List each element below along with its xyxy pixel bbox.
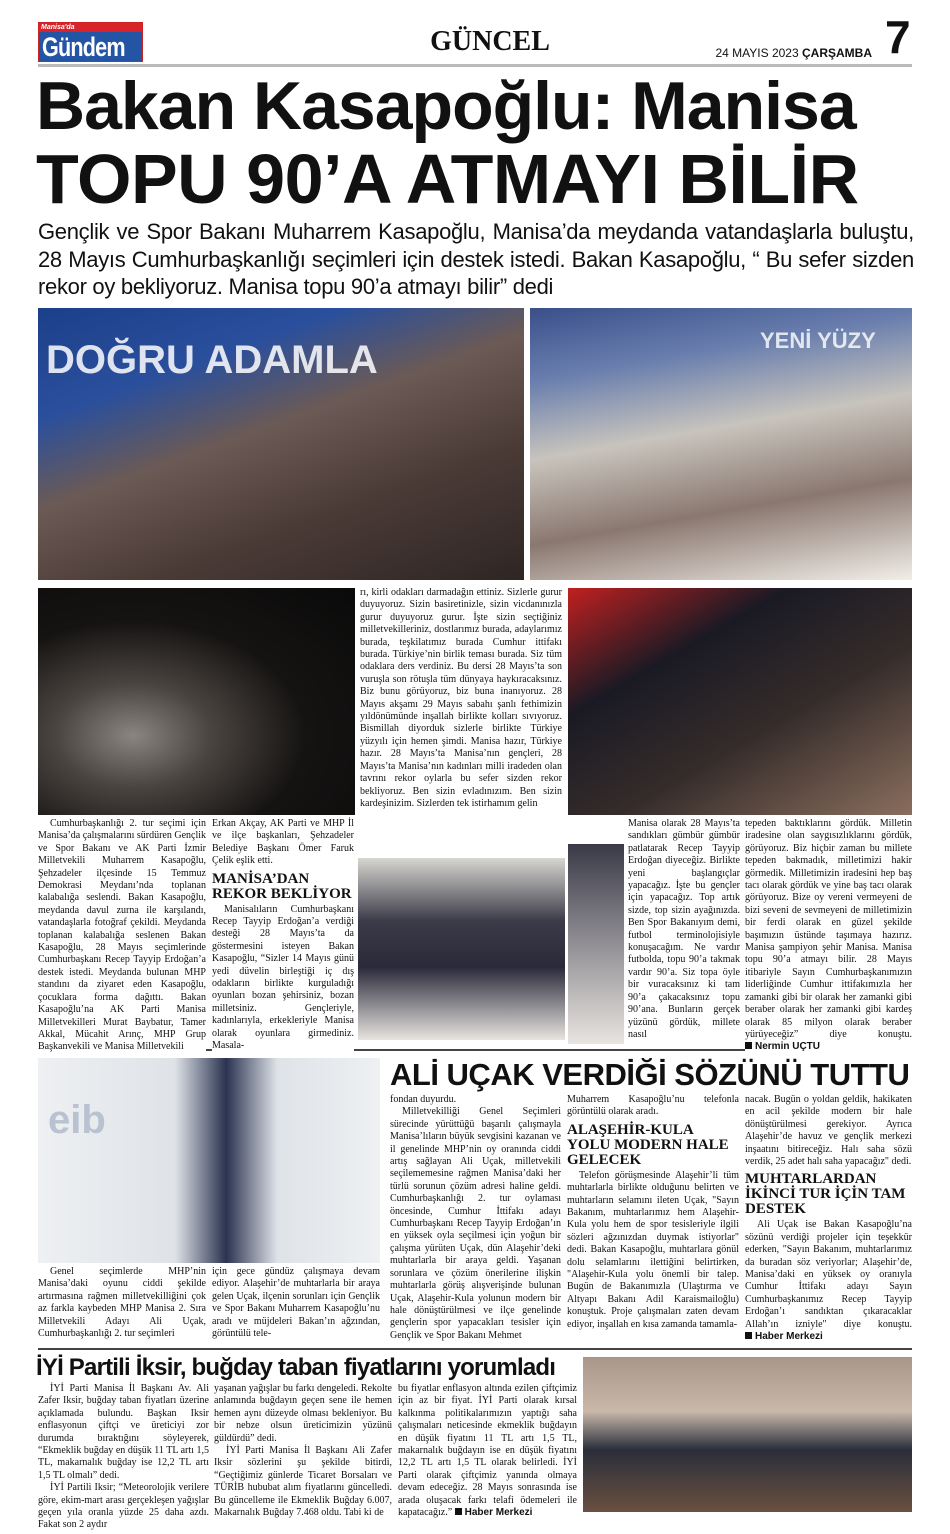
byline: Haber Merkezi [745,1331,823,1342]
story2-column-1 [38,1266,206,1340]
headline-line-1: Bakan Kasapoğlu: Manisa [36,68,856,144]
paragraph: İYİ Partili Iksir; “Meteorolojik verilere göre, ekim-mart arası gerçekleşen yağışlar geçen yıla oranla yüzde 25 daha azdı. Fakat son 2 aydır [38,1482,209,1531]
backdrop-logo: eib [48,1098,106,1142]
paragraph: İYİ Parti Manisa İl Başkanı Ali Zafer Iksir sözlerini şu şekilde bitirdi, “Geçtiğimiz günlerde Ticaret Borsaları ve TÜRİB hububat alım fiyatlarını güncelledi. Bu güncelleme ile Ekmeklik Buğday 6.007, Makarnalık Buğday 7.468 oldu. Tabi ki de [214,1445,392,1519]
paragraph: rı, kirli odakları darmadağın ettiniz. Sizlerle gurur duyuyoruz. Sizin basiretinizle, sizin vicdanınızla gurur duyuyoruz gurur. İşte sizin seçtiğiniz milletvekilleriniz, dostlarımız burada, adaylarımız burada, teşkilatımız burada Cumhur ittifakı burada. Türkiye’nin birlik teması burada. Siz tüm odaklara ders verdiniz. Bu dersi 28 Mayıs’ta son vuruşla son rötuşla tüm dünyaya haykıracaksınız. Biz bunu görüyoruz, biz buna inanıyoruz. 28 Mayıs akşamı 29 Mayıs sabahı şanlı fethimizin yıldönümünde inşallah birlikte kolları sıvıyoruz. Bismillah diyorduk sizlerle birlikte Türkiye yüzyılı için hemen şimdi. Manisa hazır, Türkiye hazır. 28 Mayıs’ta Manisa’nın gençleri, 28 Mayıs’ta Manisa’nın kadınları milli iradeden olan tavrını rekor oylarla bu sefer sizden rekor bekliyoruz. Ben sizin evladınızım. Ben sizin kardeşinizim. Sizlerden tek istirhamım gelin [360,587,562,809]
paragraph: bu fiyatlar enflasyon altında ezilen çiftçimiz için az bir fiyat. İYİ Parti olarak kırsal kalkınma politikalarımızın yaptığı saha çalışmaları neticesinde ekmeklik buğdayın en düşük fiyatını 11 TL artı 1,5 TL, makarnalık buğdayın ise en düşük fiyatını 12,2 TL artı 1,5 TL olarak belirledi. İYİ Parti olarak çiftçimiz yanında olmaya devam edeceğiz. 28 Mayıs sonrasında ise arada oluşacak farkı telafi ödemeleri ile kapatacağız.” [398,1383,577,1519]
subheading: ALAŞEHİR-KULA YOLU MODERN HALE GELECEK [567,1121,729,1168]
story2-column-5 [745,1094,912,1344]
paragraph: Muharrem Kasapoğlu’nu telefonla görüntülü olarak aradı. [567,1094,739,1118]
story1-column-2 [212,818,354,1053]
story3-headline: İYİ Partili İksir, buğday taban fiyatlarını yorumladı [36,1354,556,1381]
photo-ali-ucak [38,1058,380,1263]
subheading: MUHTARLARDAN İKİNCİ TUR İÇİN TAM DESTEK [745,1171,906,1218]
paragraph: nacak. Bugün o yoldan geldik, hakikaten en acil şekilde modern bir hale dönüştürülmesi gerekiyor. Ayrıca Alaşehir’de havuz ve gençlik merkezi inşaatını bitireceğiz. Halı saha sözü verdik, 25 adet halı saha yapacağız" dedi. [745,1094,912,1168]
photo-minister-speaking [38,588,355,815]
photo-banner-text: DOĞRU ADAMLA [46,338,378,382]
photo-rally-crowd [568,588,912,815]
story-deck: Gençlik ve Spor Bakanı Muharrem Kasapoğlu, Manisa’da meydanda vatandaşlarla buluştu, 28 Mayıs Cumhurbaşkanlığı seçimleri için destek istedi. Bakan Kasapoğlu, “ Bu sefer sizden rekor oy bekliyoruz. Manisa topu 90’a atmayı bilir” dedi [38,219,914,299]
paragraph: için gece gündüz çalışmaya devam ediyor. Alaşehir’de muhtarlarla bir araya gelen Uçak, ilçenin sorunları için Gençlik ve Spor Bakanı Muharrem Kasapoğlu’nu aradı ve müjdeleri Bakan’ın ağzından, görüntülü tele- [212,1266,380,1340]
story3-column-1 [38,1383,209,1532]
photo-minister-seated [358,858,565,1040]
story3-column-3 [398,1383,577,1519]
paragraph: Manisa olarak 28 Mayıs’ta sandıkları gümbür gümbür patlatarak Recep Tayyip Erdoğan diyeceğiz. Birlikte yeni başlangıçlar yapacağız. İşte bu gençler için yapacağız. Top artık sizde, top sizin ayağınızda. Ben Spor Bakanıyım demi, futbol terminolojisiyle konuşacağım. Ne vardır futbolda, topu 90’a takmak vardır 90’a. Siz topa öyle bir vuracaksınız ki tam 90’a çakacaksınız topu 90’ana. Bunların gerçek yüzünü gördük, millete nasıl [628,818,740,1040]
byline: Nermin UÇTU [745,1041,820,1052]
logo-wordmark: Gündem [42,32,125,62]
photo-minister-crowd [38,308,524,580]
photo-banner-text: YENİ YÜZY [760,328,876,353]
day-text: ÇARŞAMBA [802,46,872,60]
paragraph: İYİ Parti Manisa İl Başkanı Av. Ali Zafer Iksir, buğday taban fiyatları üzerine açıklamada bulundu. Başkan Iksir enflasyonun çiftçi ve üreticiyi zor durumda bıraktığını söyleyerek, “Ekmeklik buğday en düşük 11 TL artı 1,5 TL, makarnalık buğday ise 12,2 TL artı 1,5 TL olmalı” dedi. [38,1383,209,1481]
subheading: MANİSA’DAN REKOR BEKLİYOR [212,870,352,902]
story2-column-3 [390,1094,561,1342]
paragraph: Ali Uçak ise Bakan Kasapoğlu’na sözünü verdiği projeler için teşekkür ederken, "Sayın Bakanım, muhtarlarımız da buradan söz veriyorlar; Alaşehir’de, Manisa’daki en yüksek oy oranıyla Cumhur İttifakı adayı Sayın Cumhurbaşkanımız Recep Tayyip Erdoğan’ı sandıktan çıkaracaklar Allah’ın izniyle" diye konuştu. [745,1219,912,1330]
photo-continuation [568,844,624,1044]
paragraph: Manisalıların Cumhurbaşkanı Recep Tayyip Erdoğan’a verdiği desteği 28 Mayıs’ta da göstermesini isteyen Bakan Kasapoğlu, “Sizler 14 Mayıs günü yedi düvelin birleştiği iç dış odakların birlikte kurguladığı oyunları bozan şehirsiniz, bozan milletsiniz. Gençleriyle, kadınlarıyla, erkekleriyle Manisa olarak oyunlara girmediniz. Masala- [212,903,354,1052]
story2-column-4 [567,1094,739,1331]
date-text: 24 MAYIS 2023 [715,46,799,60]
story1-column-1 [38,818,206,1054]
paragraph: Telefon görüşmesinde Alaşehir’li tüm muhtarlarla birlikte olduğunu belirten ve muhtarların selamını ileten Uçak, "Sayın Bakanım, muhtarlarımız hem Alaşehir-Kula yolu hem de spor tesisleriyle ilgili sözleri ağzınızdan duymak istiyorlar" dedi. Bakan Kasapoğlu, muhtarlara gönül dolu selamlarını ilettiğini belirtirken, "Alaşehir-Kula yolu önemli bir talep. Bugün de Bakanımızla (Ulaştırma ve Altyapı Bakanı Adil Karaismailoğlu) konuştuk. Proje çalışmaları zaten devam ediyor, inşallah en kısa zamanda tamamla- [567,1169,739,1330]
page-number: 7 [885,11,911,63]
section-rule [38,1348,912,1350]
paragraph: yaşanan yağışlar bu farkı dengeledi. Rekolte anlamında buğdayın geçen sene ile hemen hemen aynı düzeyde olması bekleniyor. Bu bir nebze olsun üreticimizin yüzünü güldürdü” dedi. [214,1383,392,1444]
paragraph: Milletvekilliği Genel Seçimleri sürecinde yürüttüğü başarılı çalışmayla Manisa’lıların büyük sevgisini kazanan ve il genelinde MHP’nin oy oranında ciddi artış sağlayan Ali Uçak, milletvekili seçilememesine rağmen Manisa’daki her türlü sorunun çözüm adresi haline geldi. Cumhurbaşkanlığı 2. tur oylaması öncesinde, Cumhur İttifakı adayı Cumhurbaşkanı Recep Tayyip Erdoğan’ın en yüksek oyla seçilmesi için yoğun bir çalışma yürüten Uçak, dün Alaşehir’deki muhtarlarla bir araya geldi. Yaşanan sorunlara ve çözüm önerilerine ilişkin muhtarlarla görüş alışverişinde bulunan Uçak, Alaşehir-Kula yolunun modern bir hale dönüştürülmesi ve ilçe genelinde gençlerin spor yapacakları tesisler için Gençlik ve Spor Bakanı Mehmet [390,1106,561,1341]
story2-column-2 [212,1266,380,1340]
headline-line-2: TOPU 90’A ATMAYI BİLİR [36,140,859,218]
paragraph: Cumhurbaşkanlığı 2. tur seçimi için Manisa’da çalışmalarını sürdüren Gençlik ve Spor Bakanı ve AK Parti İzmir Milletvekili Muharrem Kasapoğlu, Şehzadeler ilçesinde 15 Temmuz Demokrasi Meydanı’nda toplanan kalabalığa seslendi. Bakan Kasapoğlu, meydanda davul zurna ile karşılandı, vatandaşlarla fotoğraf çekildi. Meydanda toplanan kalabalığa seslenen Bakan Kasapoğlu, 28 Mayıs seçimlerinde Cumhurbaşkanı Recep Tayyip Erdoğan’a destek istedi. Meydanda bulunan MHP standını da ziyaret eden Kasapoğlu, çocuklara forma dağıttı. Bakan Kasapoğlu’na AK Parti Manisa Milletvekilleri Murat Baybatur, Tamer Akkal, Mücahit Arınç, MHP Grup Başkanvekili ve Manisa Milletvekili [38,818,206,1053]
paragraph: tepeden baktıklarını gördük. Milletin iradesine olan saygısızlıklarını gördük, görüyoruz. Biz hiçbir zaman bu millete tepeden bakmadık, milletimizi hakir görmedik. Milletimizin iradesini hep baş tacı olarak gördük ve yine baş tacı olarak görüyoruz. Bize oy vereni vermeyeni de bizi seveni de sevmeyeni de milletimizin bir ferdi olarak en güzel şekilde başımızın üstünde taşımaya hazırız. Manisa şampiyon şehir Manisa. Manisa topu 90’a atmayı bilir. 28 Mayıs itibariyle Sayın Cumhurbaşkanımızın liderliğinde Cumhur ittifakımızla her zamanki gibi bir olarak her zamanki gibi beraber olarak her zamanki gibi kardeş olarak 85 milyon olarak beraber yürüyeceğiz” diye konuştu. [745,818,912,1040]
story2-headline: ALİ UÇAK VERDİĞİ SÖZÜNÜ TUTTU [390,1057,910,1092]
photo-minister-table [530,308,912,580]
story1-column-4 [568,818,740,1044]
logo-tagline: Manisa'da [39,23,142,32]
paragraph: fondan duyurdu. [390,1094,457,1105]
photo-ali-zafer-iksir [583,1357,912,1512]
header-rule [38,64,912,67]
story1-column-5 [745,818,912,1054]
issue-date [715,46,872,60]
story3-column-2 [214,1383,392,1519]
paragraph: Erkan Akçay, AK Parti ve MHP İl ve ilçe başkanları, Şehzadeler Belediye Başkanı Ömer Faruk Çelik eşlik etti. [212,818,354,867]
byline: Haber Merkezi [455,1507,533,1518]
section-title: GÜNCEL [430,26,550,57]
paragraph: Genel seçimlerde MHP’nin Manisa’daki oyunu ciddi şekilde artırmasına rağmen milletvekilliğini çok az farkla kaybeden MHP Manisa 2. Sıra Milletvekili Adayı Ali Uçak, Cumhurbaşkanlığı 2. tur seçimleri [38,1266,206,1340]
story1-column-3 [360,587,562,810]
